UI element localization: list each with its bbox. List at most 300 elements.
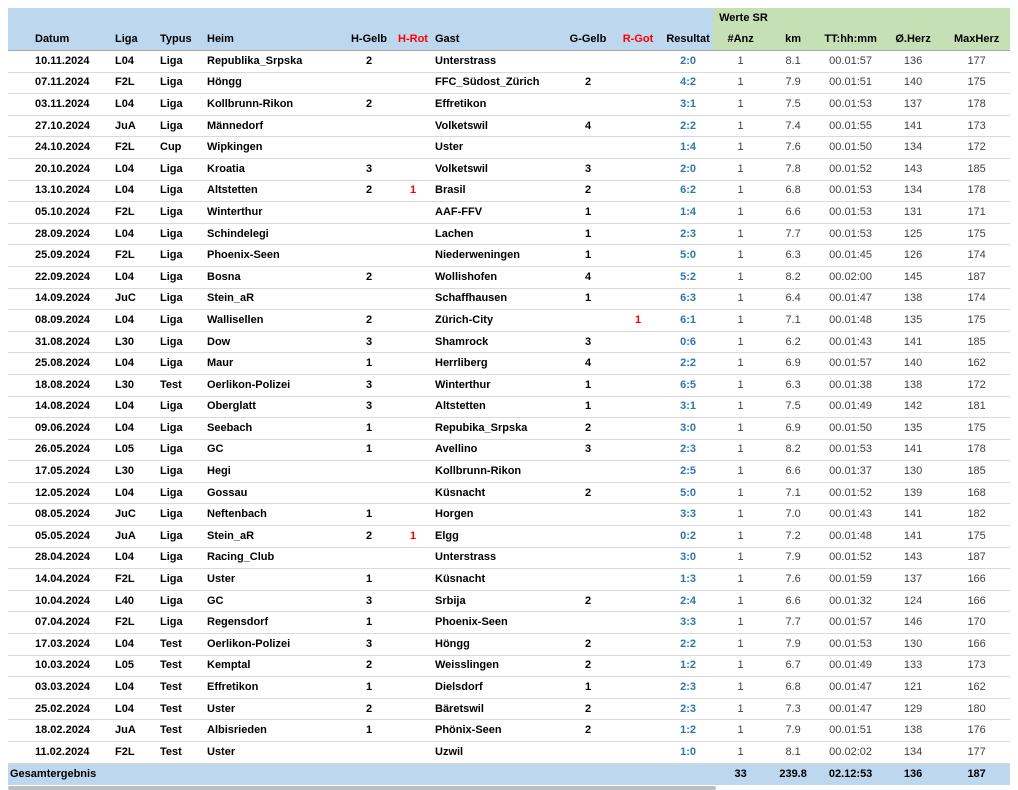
cell-km[interactable]: 6.6 <box>768 590 818 612</box>
cell-g-gelb[interactable] <box>563 461 613 483</box>
cell-resultat[interactable]: 6:2 <box>663 180 713 202</box>
cell-typus[interactable]: Liga <box>158 331 205 353</box>
cell-typus[interactable]: Liga <box>158 310 205 332</box>
cell-r-got[interactable] <box>613 439 663 461</box>
cell-h-rot[interactable] <box>393 331 433 353</box>
cell-liga[interactable]: F2L <box>113 137 158 159</box>
cell-km[interactable]: 8.1 <box>768 51 818 73</box>
cell-h-rot[interactable] <box>393 137 433 159</box>
cell-h-gelb[interactable] <box>345 742 393 764</box>
cell-typus[interactable]: Liga <box>158 504 205 526</box>
cell-liga[interactable]: L04 <box>113 94 158 116</box>
cell-typus[interactable]: Liga <box>158 439 205 461</box>
cell-typus[interactable]: Liga <box>158 266 205 288</box>
cell-liga[interactable]: F2L <box>113 569 158 591</box>
cell-liga[interactable]: L30 <box>113 331 158 353</box>
cell-liga[interactable]: JuC <box>113 504 158 526</box>
cell-max-herz[interactable]: 168 <box>943 482 1010 504</box>
cell-max-herz[interactable]: 185 <box>943 158 1010 180</box>
cell-liga[interactable]: L04 <box>113 547 158 569</box>
cell-anz[interactable]: 1 <box>713 72 768 94</box>
cell-resultat[interactable]: 1:3 <box>663 569 713 591</box>
cell-km[interactable]: 7.8 <box>768 158 818 180</box>
cell-tt[interactable]: 00.01:53 <box>818 439 883 461</box>
cell-heim[interactable]: Phoenix-Seen <box>205 245 345 267</box>
cell-tt[interactable]: 00.01:47 <box>818 698 883 720</box>
cell-g-gelb[interactable]: 4 <box>563 115 613 137</box>
horizontal-scrollbar-thumb[interactable] <box>8 786 716 790</box>
cell-tt[interactable]: 00.02:02 <box>818 742 883 764</box>
col-header-h-gelb[interactable]: H-Gelb <box>345 29 393 51</box>
cell-max-herz[interactable]: 177 <box>943 51 1010 73</box>
cell-h-rot[interactable]: 1 <box>393 526 433 548</box>
cell-h-gelb[interactable] <box>345 72 393 94</box>
cell-tt[interactable]: 00.01:50 <box>818 137 883 159</box>
cell-resultat[interactable]: 2:2 <box>663 115 713 137</box>
cell-h-rot[interactable] <box>393 374 433 396</box>
cell-gast[interactable]: Winterthur <box>433 374 563 396</box>
cell-o-herz[interactable]: 130 <box>883 634 943 656</box>
cell-heim[interactable]: Dow <box>205 331 345 353</box>
cell-anz[interactable]: 1 <box>713 698 768 720</box>
cell-max-herz[interactable]: 175 <box>943 223 1010 245</box>
cell-anz[interactable]: 1 <box>713 310 768 332</box>
cell-typus[interactable]: Test <box>158 698 205 720</box>
cell-heim[interactable]: Albisrieden <box>205 720 345 742</box>
cell-km[interactable]: 7.9 <box>768 72 818 94</box>
cell-datum[interactable]: 28.09.2024 <box>8 223 113 245</box>
cell-liga[interactable]: L30 <box>113 461 158 483</box>
cell-g-gelb[interactable]: 4 <box>563 266 613 288</box>
cell-max-herz[interactable]: 178 <box>943 180 1010 202</box>
col-header-gast[interactable]: Gast <box>433 29 563 51</box>
cell-typus[interactable]: Test <box>158 742 205 764</box>
cell-datum[interactable]: 26.05.2024 <box>8 439 113 461</box>
cell-resultat[interactable]: 2:0 <box>663 158 713 180</box>
cell-g-gelb[interactable]: 2 <box>563 482 613 504</box>
cell-datum[interactable]: 10.11.2024 <box>8 51 113 73</box>
cell-anz[interactable]: 1 <box>713 223 768 245</box>
cell-g-gelb[interactable] <box>563 742 613 764</box>
cell-anz[interactable]: 1 <box>713 742 768 764</box>
cell-liga[interactable]: L04 <box>113 180 158 202</box>
cell-gast[interactable]: FFC_Südost_Zürich <box>433 72 563 94</box>
cell-gast[interactable]: Küsnacht <box>433 569 563 591</box>
cell-r-got[interactable] <box>613 742 663 764</box>
cell-h-rot[interactable] <box>393 288 433 310</box>
cell-h-rot[interactable] <box>393 461 433 483</box>
cell-gast[interactable]: Brasil <box>433 180 563 202</box>
cell-h-gelb[interactable] <box>345 223 393 245</box>
cell-o-herz[interactable]: 121 <box>883 677 943 699</box>
cell-resultat[interactable]: 0:2 <box>663 526 713 548</box>
cell-h-gelb[interactable]: 1 <box>345 569 393 591</box>
cell-liga[interactable]: L30 <box>113 374 158 396</box>
cell-o-herz[interactable]: 141 <box>883 115 943 137</box>
cell-tt[interactable]: 00.01:49 <box>818 655 883 677</box>
cell-gast[interactable]: Altstetten <box>433 396 563 418</box>
cell-resultat[interactable]: 5:0 <box>663 482 713 504</box>
cell-h-rot[interactable] <box>393 655 433 677</box>
cell-heim[interactable]: Oberglatt <box>205 396 345 418</box>
cell-o-herz[interactable]: 134 <box>883 180 943 202</box>
cell-g-gelb[interactable]: 1 <box>563 677 613 699</box>
cell-liga[interactable]: F2L <box>113 202 158 224</box>
cell-anz[interactable]: 1 <box>713 482 768 504</box>
cell-heim[interactable]: Effretikon <box>205 677 345 699</box>
total-maxherz[interactable]: 187 <box>943 763 1010 785</box>
cell-max-herz[interactable]: 185 <box>943 461 1010 483</box>
cell-km[interactable]: 8.2 <box>768 266 818 288</box>
cell-resultat[interactable]: 1:4 <box>663 137 713 159</box>
cell-km[interactable]: 6.3 <box>768 245 818 267</box>
cell-tt[interactable]: 00.01:37 <box>818 461 883 483</box>
cell-datum[interactable]: 10.04.2024 <box>8 590 113 612</box>
cell-anz[interactable]: 1 <box>713 612 768 634</box>
cell-typus[interactable]: Liga <box>158 526 205 548</box>
cell-h-rot[interactable] <box>393 158 433 180</box>
cell-h-gelb[interactable]: 1 <box>345 612 393 634</box>
cell-km[interactable]: 6.6 <box>768 461 818 483</box>
cell-anz[interactable]: 1 <box>713 720 768 742</box>
cell-gast[interactable]: Volketswil <box>433 158 563 180</box>
cell-km[interactable]: 7.6 <box>768 137 818 159</box>
cell-max-herz[interactable]: 171 <box>943 202 1010 224</box>
cell-max-herz[interactable]: 176 <box>943 720 1010 742</box>
cell-km[interactable]: 7.1 <box>768 482 818 504</box>
cell-o-herz[interactable]: 136 <box>883 51 943 73</box>
cell-r-got[interactable] <box>613 115 663 137</box>
cell-h-rot[interactable] <box>393 742 433 764</box>
cell-r-got[interactable]: 1 <box>613 310 663 332</box>
cell-gast[interactable]: Lachen <box>433 223 563 245</box>
cell-anz[interactable]: 1 <box>713 396 768 418</box>
cell-r-got[interactable] <box>613 158 663 180</box>
cell-gast[interactable]: Srbija <box>433 590 563 612</box>
cell-km[interactable]: 6.3 <box>768 374 818 396</box>
cell-h-gelb[interactable] <box>345 245 393 267</box>
cell-r-got[interactable] <box>613 569 663 591</box>
cell-resultat[interactable]: 3:1 <box>663 396 713 418</box>
cell-max-herz[interactable]: 175 <box>943 72 1010 94</box>
cell-h-gelb[interactable]: 2 <box>345 94 393 116</box>
cell-km[interactable]: 7.0 <box>768 504 818 526</box>
cell-anz[interactable]: 1 <box>713 202 768 224</box>
cell-g-gelb[interactable] <box>563 51 613 73</box>
cell-heim[interactable]: GC <box>205 590 345 612</box>
cell-heim[interactable]: Stein_aR <box>205 526 345 548</box>
cell-tt[interactable]: 00.01:32 <box>818 590 883 612</box>
cell-liga[interactable]: L04 <box>113 158 158 180</box>
cell-h-rot[interactable] <box>393 547 433 569</box>
cell-km[interactable]: 7.3 <box>768 698 818 720</box>
cell-resultat[interactable]: 4:2 <box>663 72 713 94</box>
cell-o-herz[interactable]: 137 <box>883 94 943 116</box>
cell-heim[interactable]: GC <box>205 439 345 461</box>
cell-resultat[interactable]: 2:2 <box>663 353 713 375</box>
cell-km[interactable]: 7.1 <box>768 310 818 332</box>
cell-max-herz[interactable]: 182 <box>943 504 1010 526</box>
cell-max-herz[interactable]: 175 <box>943 526 1010 548</box>
cell-anz[interactable]: 1 <box>713 180 768 202</box>
cell-o-herz[interactable]: 135 <box>883 310 943 332</box>
cell-gast[interactable]: Höngg <box>433 634 563 656</box>
col-header-anz[interactable]: #Anz <box>713 29 768 51</box>
cell-anz[interactable]: 1 <box>713 569 768 591</box>
cell-anz[interactable]: 1 <box>713 353 768 375</box>
cell-km[interactable]: 6.8 <box>768 180 818 202</box>
cell-gast[interactable]: Avellino <box>433 439 563 461</box>
cell-typus[interactable]: Test <box>158 634 205 656</box>
cell-typus[interactable]: Liga <box>158 612 205 634</box>
cell-h-rot[interactable] <box>393 51 433 73</box>
cell-h-gelb[interactable]: 1 <box>345 418 393 440</box>
cell-km[interactable]: 7.7 <box>768 223 818 245</box>
cell-anz[interactable]: 1 <box>713 439 768 461</box>
cell-resultat[interactable]: 5:0 <box>663 245 713 267</box>
cell-gast[interactable]: Zürich-City <box>433 310 563 332</box>
cell-datum[interactable]: 07.11.2024 <box>8 72 113 94</box>
cell-resultat[interactable]: 3:1 <box>663 94 713 116</box>
cell-gast[interactable]: Volketswil <box>433 115 563 137</box>
cell-r-got[interactable] <box>613 331 663 353</box>
cell-h-gelb[interactable]: 2 <box>345 526 393 548</box>
cell-h-rot[interactable] <box>393 698 433 720</box>
cell-typus[interactable]: Liga <box>158 396 205 418</box>
total-anz[interactable]: 33 <box>713 763 768 785</box>
cell-liga[interactable]: F2L <box>113 72 158 94</box>
cell-max-herz[interactable]: 175 <box>943 310 1010 332</box>
cell-resultat[interactable]: 3:0 <box>663 547 713 569</box>
col-header-o-herz[interactable]: Ø.Herz <box>883 29 943 51</box>
cell-liga[interactable]: L04 <box>113 310 158 332</box>
cell-o-herz[interactable]: 130 <box>883 461 943 483</box>
cell-g-gelb[interactable]: 3 <box>563 158 613 180</box>
cell-tt[interactable]: 00.01:49 <box>818 396 883 418</box>
cell-heim[interactable]: Altstetten <box>205 180 345 202</box>
cell-h-gelb[interactable] <box>345 115 393 137</box>
cell-h-rot[interactable] <box>393 482 433 504</box>
total-km[interactable]: 239.8 <box>768 763 818 785</box>
cell-heim[interactable]: Gossau <box>205 482 345 504</box>
cell-h-gelb[interactable] <box>345 137 393 159</box>
cell-liga[interactable]: L40 <box>113 590 158 612</box>
cell-datum[interactable]: 17.05.2024 <box>8 461 113 483</box>
cell-max-herz[interactable]: 173 <box>943 115 1010 137</box>
cell-datum[interactable]: 14.08.2024 <box>8 396 113 418</box>
cell-h-rot[interactable] <box>393 310 433 332</box>
cell-max-herz[interactable]: 174 <box>943 288 1010 310</box>
cell-r-got[interactable] <box>613 634 663 656</box>
cell-o-herz[interactable]: 129 <box>883 698 943 720</box>
cell-r-got[interactable] <box>613 677 663 699</box>
cell-km[interactable]: 7.5 <box>768 396 818 418</box>
cell-o-herz[interactable]: 134 <box>883 742 943 764</box>
cell-km[interactable]: 7.7 <box>768 612 818 634</box>
cell-heim[interactable]: Republika_Srpska <box>205 51 345 73</box>
cell-datum[interactable]: 13.10.2024 <box>8 180 113 202</box>
cell-h-rot[interactable] <box>393 266 433 288</box>
cell-gast[interactable]: Phoenix-Seen <box>433 612 563 634</box>
cell-heim[interactable]: Racing_Club <box>205 547 345 569</box>
cell-gast[interactable]: Kollbrunn-Rikon <box>433 461 563 483</box>
cell-datum[interactable]: 14.04.2024 <box>8 569 113 591</box>
cell-km[interactable]: 8.2 <box>768 439 818 461</box>
cell-tt[interactable]: 00.01:43 <box>818 331 883 353</box>
cell-anz[interactable]: 1 <box>713 504 768 526</box>
cell-r-got[interactable] <box>613 51 663 73</box>
cell-datum[interactable]: 20.10.2024 <box>8 158 113 180</box>
cell-typus[interactable]: Liga <box>158 115 205 137</box>
cell-g-gelb[interactable]: 4 <box>563 353 613 375</box>
cell-km[interactable]: 7.2 <box>768 526 818 548</box>
cell-datum[interactable]: 25.08.2024 <box>8 353 113 375</box>
cell-liga[interactable]: JuA <box>113 526 158 548</box>
cell-h-gelb[interactable]: 3 <box>345 590 393 612</box>
cell-heim[interactable]: Regensdorf <box>205 612 345 634</box>
cell-h-gelb[interactable]: 1 <box>345 504 393 526</box>
cell-liga[interactable]: L04 <box>113 353 158 375</box>
cell-resultat[interactable]: 2:3 <box>663 677 713 699</box>
cell-tt[interactable]: 00.01:53 <box>818 94 883 116</box>
cell-o-herz[interactable]: 126 <box>883 245 943 267</box>
cell-gast[interactable]: Elgg <box>433 526 563 548</box>
cell-km[interactable]: 6.2 <box>768 331 818 353</box>
cell-max-herz[interactable]: 172 <box>943 374 1010 396</box>
cell-g-gelb[interactable] <box>563 137 613 159</box>
cell-g-gelb[interactable]: 2 <box>563 418 613 440</box>
cell-datum[interactable]: 18.02.2024 <box>8 720 113 742</box>
cell-typus[interactable]: Liga <box>158 158 205 180</box>
cell-heim[interactable]: Schindelegi <box>205 223 345 245</box>
cell-gast[interactable]: Dielsdorf <box>433 677 563 699</box>
cell-h-rot[interactable] <box>393 72 433 94</box>
cell-o-herz[interactable]: 141 <box>883 526 943 548</box>
col-header-h-rot[interactable]: H-Rot <box>393 29 433 51</box>
cell-datum[interactable]: 05.10.2024 <box>8 202 113 224</box>
cell-anz[interactable]: 1 <box>713 288 768 310</box>
col-header-tt[interactable]: TT:hh:mm <box>818 29 883 51</box>
cell-typus[interactable]: Test <box>158 720 205 742</box>
cell-liga[interactable]: L04 <box>113 223 158 245</box>
cell-anz[interactable]: 1 <box>713 526 768 548</box>
cell-gast[interactable]: Phönix-Seen <box>433 720 563 742</box>
cell-r-got[interactable] <box>613 720 663 742</box>
cell-km[interactable]: 7.6 <box>768 569 818 591</box>
cell-gast[interactable]: Herrliberg <box>433 353 563 375</box>
cell-km[interactable]: 6.8 <box>768 677 818 699</box>
cell-r-got[interactable] <box>613 223 663 245</box>
cell-g-gelb[interactable]: 2 <box>563 590 613 612</box>
cell-r-got[interactable] <box>613 374 663 396</box>
cell-g-gelb[interactable] <box>563 94 613 116</box>
cell-anz[interactable]: 1 <box>713 115 768 137</box>
cell-max-herz[interactable]: 173 <box>943 655 1010 677</box>
cell-km[interactable]: 6.6 <box>768 202 818 224</box>
total-o-herz[interactable]: 136 <box>883 763 943 785</box>
cell-h-rot[interactable] <box>393 439 433 461</box>
cell-km[interactable]: 6.9 <box>768 353 818 375</box>
cell-r-got[interactable] <box>613 202 663 224</box>
col-header-r-got[interactable]: R-Got <box>613 29 663 51</box>
cell-r-got[interactable] <box>613 137 663 159</box>
cell-resultat[interactable]: 5:2 <box>663 266 713 288</box>
col-header-liga[interactable]: Liga <box>113 29 158 51</box>
cell-o-herz[interactable]: 142 <box>883 396 943 418</box>
cell-gast[interactable]: Repubika_Srpska <box>433 418 563 440</box>
cell-g-gelb[interactable]: 1 <box>563 245 613 267</box>
cell-max-herz[interactable]: 166 <box>943 590 1010 612</box>
cell-datum[interactable]: 28.04.2024 <box>8 547 113 569</box>
cell-h-gelb[interactable]: 1 <box>345 439 393 461</box>
cell-h-rot[interactable] <box>393 223 433 245</box>
cell-o-herz[interactable]: 139 <box>883 482 943 504</box>
cell-h-rot[interactable] <box>393 115 433 137</box>
cell-max-herz[interactable]: 178 <box>943 94 1010 116</box>
cell-g-gelb[interactable]: 3 <box>563 439 613 461</box>
cell-resultat[interactable]: 2:0 <box>663 51 713 73</box>
cell-max-herz[interactable]: 177 <box>943 742 1010 764</box>
cell-typus[interactable]: Liga <box>158 288 205 310</box>
cell-heim[interactable]: Kemptal <box>205 655 345 677</box>
cell-km[interactable]: 7.4 <box>768 115 818 137</box>
cell-heim[interactable]: Uster <box>205 569 345 591</box>
cell-liga[interactable]: L05 <box>113 439 158 461</box>
cell-h-gelb[interactable]: 2 <box>345 266 393 288</box>
col-header-g-gelb[interactable]: G-Gelb <box>563 29 613 51</box>
cell-anz[interactable]: 1 <box>713 634 768 656</box>
cell-tt[interactable]: 00.01:51 <box>818 72 883 94</box>
cell-o-herz[interactable]: 140 <box>883 72 943 94</box>
cell-r-got[interactable] <box>613 180 663 202</box>
col-header-maxherz[interactable]: MaxHerz <box>943 29 1010 51</box>
cell-max-herz[interactable]: 174 <box>943 245 1010 267</box>
cell-h-rot[interactable] <box>393 202 433 224</box>
cell-typus[interactable]: Liga <box>158 482 205 504</box>
cell-datum[interactable]: 09.06.2024 <box>8 418 113 440</box>
cell-anz[interactable]: 1 <box>713 158 768 180</box>
cell-g-gelb[interactable]: 2 <box>563 634 613 656</box>
cell-o-herz[interactable]: 131 <box>883 202 943 224</box>
cell-tt[interactable]: 00.01:48 <box>818 526 883 548</box>
cell-r-got[interactable] <box>613 526 663 548</box>
cell-h-gelb[interactable]: 2 <box>345 698 393 720</box>
cell-h-rot[interactable] <box>393 569 433 591</box>
cell-liga[interactable]: L04 <box>113 677 158 699</box>
cell-heim[interactable]: Hegi <box>205 461 345 483</box>
cell-resultat[interactable]: 6:5 <box>663 374 713 396</box>
cell-km[interactable]: 7.9 <box>768 547 818 569</box>
cell-g-gelb[interactable]: 2 <box>563 180 613 202</box>
cell-datum[interactable]: 08.05.2024 <box>8 504 113 526</box>
col-header-heim[interactable]: Heim <box>205 29 345 51</box>
cell-o-herz[interactable]: 137 <box>883 569 943 591</box>
cell-gast[interactable]: Effretikon <box>433 94 563 116</box>
cell-r-got[interactable] <box>613 94 663 116</box>
cell-resultat[interactable]: 2:3 <box>663 439 713 461</box>
cell-liga[interactable]: L04 <box>113 634 158 656</box>
cell-tt[interactable]: 00.01:47 <box>818 288 883 310</box>
cell-typus[interactable]: Liga <box>158 461 205 483</box>
cell-resultat[interactable]: 1:2 <box>663 720 713 742</box>
cell-resultat[interactable]: 6:1 <box>663 310 713 332</box>
cell-datum[interactable]: 27.10.2024 <box>8 115 113 137</box>
cell-h-rot[interactable] <box>393 353 433 375</box>
cell-typus[interactable]: Liga <box>158 202 205 224</box>
cell-gast[interactable]: Horgen <box>433 504 563 526</box>
cell-liga[interactable]: F2L <box>113 245 158 267</box>
cell-r-got[interactable] <box>613 245 663 267</box>
